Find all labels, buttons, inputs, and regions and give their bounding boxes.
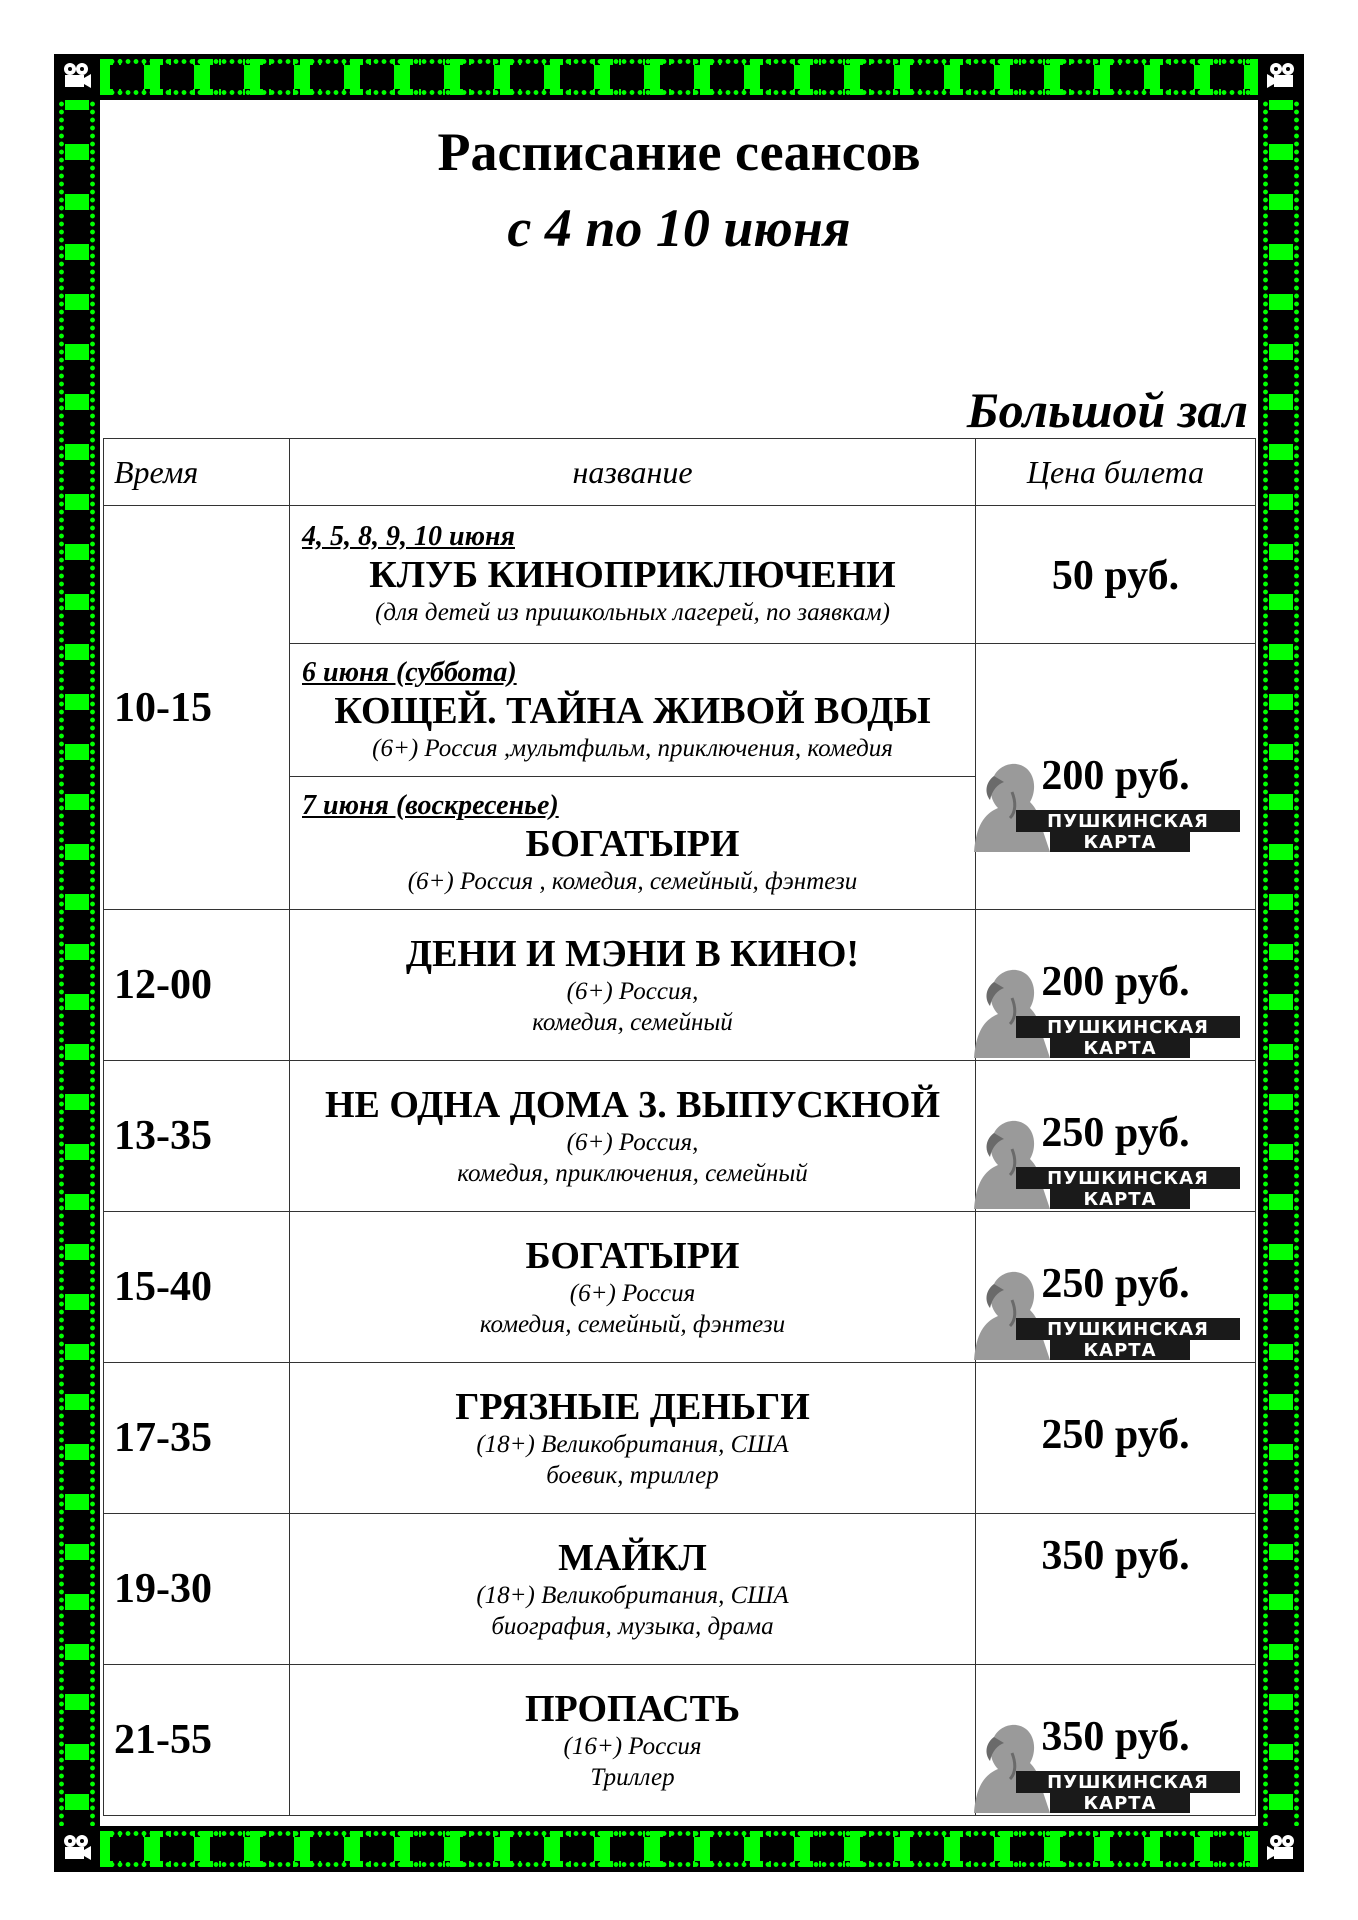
film-cell: [290, 777, 976, 910]
pushkin-card-line1: ПУШКИНСКАЯ: [1047, 1168, 1209, 1189]
film-cell: [290, 644, 976, 777]
session-time: 10-15: [104, 506, 290, 910]
movie-camera-icon: [1258, 1826, 1304, 1872]
header-name: название: [290, 439, 976, 506]
pushkin-portrait-icon: [964, 1113, 1244, 1211]
table-row: [104, 1665, 1256, 1816]
film-cell: [290, 1212, 976, 1363]
movie-camera-icon: [1258, 54, 1304, 100]
film-dates: 7 июня (воскресенье): [302, 789, 559, 821]
pushkin-card-line1: ПУШКИНСКАЯ: [1047, 1017, 1209, 1038]
film-dates: 4, 5, 8, 9, 10 июня: [302, 521, 515, 552]
pushkin-card-line2: КАРТА: [1083, 1793, 1157, 1814]
price-cell: [976, 1665, 1256, 1816]
film-title: КЛУБ КИНОПРИКЛЮЧЕНИ: [369, 554, 896, 596]
film-cell: [290, 1514, 976, 1665]
session-time: 19-30: [104, 1514, 290, 1665]
table-row: [104, 1212, 1256, 1363]
price-cell: [976, 506, 1256, 644]
film-title: ГРЯЗНЫЕ ДЕНЬГИ: [455, 1386, 810, 1428]
pushkin-card-logo: [964, 1264, 1244, 1362]
film-meta: (6+) Россия ,мультфильм, приключения, комедия: [372, 734, 893, 762]
session-time: 13-35: [104, 1061, 290, 1212]
table-header-row: [104, 439, 1256, 506]
film-meta: комедия, семейный, фэнтези: [479, 1311, 786, 1338]
film-strip-top: [54, 54, 1304, 100]
film-meta: боевик, триллер: [546, 1462, 719, 1489]
ticket-price: 250 руб.: [1041, 1261, 1190, 1307]
film-title: БОГАТЫРИ: [525, 1235, 740, 1277]
film-dates: 6 июня (суббота): [302, 656, 517, 688]
schedule-panel: [100, 100, 1258, 1826]
film-meta: (16+) Россия: [563, 1733, 702, 1760]
ticket-price: 200 руб.: [1041, 753, 1190, 799]
film-meta: комедия, приключения, семейный: [457, 1160, 808, 1187]
pushkin-card-logo: [964, 1717, 1244, 1815]
film-cell: [290, 1061, 976, 1212]
pushkin-portrait-icon: [964, 1264, 1244, 1362]
film-meta: (6+) Россия , комедия, семейный, фэнтези: [407, 867, 858, 895]
pushkin-card-logo: [964, 962, 1244, 1060]
film-title: НЕ ОДНА ДОМА 3. ВЫПУСКНОЙ: [325, 1084, 940, 1126]
pushkin-card-logo: [964, 1113, 1244, 1211]
pushkin-card-line2: КАРТА: [1083, 1340, 1157, 1361]
film-meta: биография, музыка, драма: [491, 1613, 774, 1640]
price-cell: [976, 910, 1256, 1061]
film-cell: [290, 1665, 976, 1816]
date-range: с 4 по 10 июня: [507, 198, 851, 258]
film-meta: (18+) Великобритания, США: [476, 1431, 789, 1458]
pushkin-card-line1: ПУШКИНСКАЯ: [1047, 811, 1209, 832]
session-time: 21-55: [104, 1665, 290, 1816]
pushkin-card-line1: ПУШКИНСКАЯ: [1047, 1772, 1209, 1793]
ticket-price: 250 руб.: [1041, 1412, 1190, 1458]
page-title: Расписание сеансов: [437, 122, 921, 182]
ticket-price: 250 руб.: [1041, 1110, 1190, 1156]
film-title: ПРОПАСТЬ: [524, 1688, 741, 1730]
movie-camera-icon: [54, 54, 100, 100]
film-title: ДЕНИ И МЭНИ В КИНО!: [405, 933, 860, 975]
price-cell: [976, 644, 1256, 910]
table-row: [104, 1514, 1256, 1665]
table-row: [104, 1061, 1256, 1212]
ticket-price: 350 руб.: [1041, 1714, 1190, 1760]
pushkin-card-line2: КАРТА: [1083, 1189, 1157, 1210]
film-cell: [290, 910, 976, 1061]
session-time: 15-40: [104, 1212, 290, 1363]
film-meta: комедия, семейный: [532, 1009, 733, 1036]
film-meta: Триллер: [590, 1764, 675, 1791]
schedule-table: [103, 438, 1256, 1816]
film-meta: (18+) Великобритания, США: [476, 1582, 789, 1609]
pushkin-card-line2: КАРТА: [1083, 1038, 1157, 1059]
header-time: Время: [104, 439, 290, 506]
ticket-price: 200 руб.: [1041, 959, 1190, 1005]
session-time: 12-00: [104, 910, 290, 1061]
film-title: МАЙКЛ: [558, 1537, 707, 1579]
film-strip-left: [54, 54, 100, 1872]
film-meta: (6+) Россия,: [566, 1129, 699, 1156]
ticket-price: 350 руб.: [1041, 1533, 1190, 1579]
hall-name: Большой зал: [966, 382, 1248, 438]
ticket-price: 50 руб.: [1051, 553, 1180, 599]
film-meta: (для детей из пришкольных лагерей, по заявкам): [375, 599, 890, 626]
film-strip-bottom: [54, 1826, 1304, 1872]
price-cell: [976, 1061, 1256, 1212]
pushkin-card-logo: [964, 756, 1244, 854]
pushkin-portrait-icon: [964, 756, 1244, 854]
film-meta: (6+) Россия: [569, 1280, 696, 1307]
table-row: [104, 1363, 1256, 1514]
film-strip-right: [1258, 54, 1304, 1872]
movie-camera-icon: [54, 1826, 100, 1872]
film-cell: [290, 506, 976, 644]
header-price: Цена билета: [976, 439, 1256, 506]
pushkin-portrait-icon: [964, 1717, 1244, 1815]
film-title: БОГАТЫРИ: [525, 822, 740, 865]
pushkin-portrait-icon: [964, 962, 1244, 1060]
film-meta: (6+) Россия,: [566, 978, 699, 1005]
pushkin-card-line1: ПУШКИНСКАЯ: [1047, 1319, 1209, 1340]
price-cell: [976, 1514, 1256, 1665]
film-cell: [290, 1363, 976, 1514]
price-cell: [976, 1363, 1256, 1514]
session-time: 17-35: [104, 1363, 290, 1514]
table-row: [104, 910, 1256, 1061]
pushkin-card-line2: КАРТА: [1083, 832, 1157, 853]
table-row: [104, 506, 1256, 644]
film-title: КОЩЕЙ. ТАЙНА ЖИВОЙ ВОДЫ: [334, 689, 931, 732]
price-cell: [976, 1212, 1256, 1363]
